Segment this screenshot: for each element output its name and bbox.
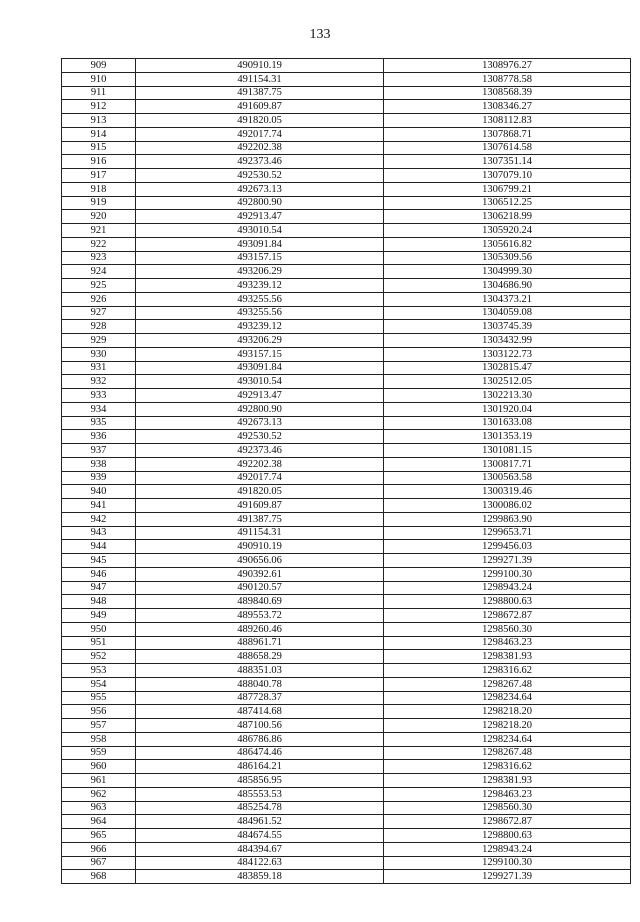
x-coordinate-cell: 484674.55 [136,829,384,843]
point-number-cell: 917 [62,169,136,183]
point-number-cell: 920 [62,210,136,224]
point-number-cell: 936 [62,430,136,444]
table-row [62,155,631,169]
y-coordinate-cell: 1298560.30 [384,622,631,636]
point-number-cell: 933 [62,389,136,403]
table-row [62,169,631,183]
y-coordinate-cell: 1301920.04 [384,402,631,416]
point-number-cell: 960 [62,760,136,774]
table-row [62,86,631,100]
x-coordinate-cell: 485856.95 [136,774,384,788]
point-number-cell: 929 [62,334,136,348]
point-number-cell: 952 [62,650,136,664]
y-coordinate-cell: 1298234.64 [384,732,631,746]
y-coordinate-cell: 1299271.39 [384,870,631,884]
x-coordinate-cell: 492913.47 [136,389,384,403]
table-row [62,677,631,691]
table-row [62,719,631,733]
table-row [62,237,631,251]
y-coordinate-cell: 1302213.30 [384,389,631,403]
point-number-cell: 953 [62,664,136,678]
x-coordinate-cell: 490120.57 [136,581,384,595]
table-row [62,540,631,554]
x-coordinate-cell: 493157.15 [136,347,384,361]
table-row [62,347,631,361]
table-row [62,375,631,389]
point-number-cell: 946 [62,567,136,581]
point-number-cell: 964 [62,815,136,829]
x-coordinate-cell: 488040.78 [136,677,384,691]
point-number-cell: 924 [62,265,136,279]
y-coordinate-cell: 1307079.10 [384,169,631,183]
table-row [62,691,631,705]
y-coordinate-cell: 1305616.82 [384,237,631,251]
x-coordinate-cell: 492800.90 [136,196,384,210]
point-number-cell: 945 [62,554,136,568]
point-number-cell: 912 [62,100,136,114]
y-coordinate-cell: 1298943.24 [384,842,631,856]
x-coordinate-cell: 484122.63 [136,856,384,870]
y-coordinate-cell: 1306799.21 [384,182,631,196]
x-coordinate-cell: 493255.56 [136,292,384,306]
table-row [62,292,631,306]
x-coordinate-cell: 487728.37 [136,691,384,705]
y-coordinate-cell: 1298381.93 [384,774,631,788]
y-coordinate-cell: 1299271.39 [384,554,631,568]
point-number-cell: 943 [62,526,136,540]
table-row [62,870,631,884]
table-row [62,609,631,623]
table-row [62,279,631,293]
point-number-cell: 948 [62,595,136,609]
y-coordinate-cell: 1298560.30 [384,801,631,815]
table-row [62,361,631,375]
x-coordinate-cell: 492202.38 [136,141,384,155]
y-coordinate-cell: 1298381.93 [384,650,631,664]
y-coordinate-cell: 1298234.64 [384,691,631,705]
point-number-cell: 921 [62,224,136,238]
x-coordinate-cell: 488658.29 [136,650,384,664]
table-row [62,787,631,801]
y-coordinate-cell: 1302815.47 [384,361,631,375]
table-row [62,100,631,114]
point-number-cell: 931 [62,361,136,375]
x-coordinate-cell: 491154.31 [136,72,384,86]
y-coordinate-cell: 1307868.71 [384,127,631,141]
x-coordinate-cell: 493206.29 [136,334,384,348]
table-row [62,59,631,73]
table-row [62,829,631,843]
x-coordinate-cell: 485553.53 [136,787,384,801]
table-row [62,815,631,829]
table-row [62,430,631,444]
y-coordinate-cell: 1298672.87 [384,815,631,829]
point-number-cell: 928 [62,320,136,334]
y-coordinate-cell: 1304999.30 [384,265,631,279]
y-coordinate-cell: 1307614.58 [384,141,631,155]
x-coordinate-cell: 493157.15 [136,251,384,265]
x-coordinate-cell: 483859.18 [136,870,384,884]
y-coordinate-cell: 1298463.23 [384,787,631,801]
x-coordinate-cell: 491609.87 [136,499,384,513]
point-number-cell: 910 [62,72,136,86]
x-coordinate-cell: 491387.75 [136,512,384,526]
table-row [62,801,631,815]
point-number-cell: 918 [62,182,136,196]
table-row [62,334,631,348]
point-number-cell: 937 [62,444,136,458]
table-row [62,664,631,678]
x-coordinate-cell: 493255.56 [136,306,384,320]
table-row [62,389,631,403]
y-coordinate-cell: 1301633.08 [384,416,631,430]
point-number-cell: 959 [62,746,136,760]
y-coordinate-cell: 1308568.39 [384,86,631,100]
table-row [62,251,631,265]
point-number-cell: 963 [62,801,136,815]
point-number-cell: 944 [62,540,136,554]
point-number-cell: 962 [62,787,136,801]
x-coordinate-cell: 487414.68 [136,705,384,719]
table-row [62,306,631,320]
y-coordinate-cell: 1301353.19 [384,430,631,444]
y-coordinate-cell: 1299100.30 [384,856,631,870]
table-row [62,210,631,224]
table-row [62,760,631,774]
y-coordinate-cell: 1298267.48 [384,677,631,691]
table-row [62,196,631,210]
point-number-cell: 919 [62,196,136,210]
y-coordinate-cell: 1298672.87 [384,609,631,623]
x-coordinate-cell: 491387.75 [136,86,384,100]
y-coordinate-cell: 1304373.21 [384,292,631,306]
y-coordinate-cell: 1304686.90 [384,279,631,293]
x-coordinate-cell: 491154.31 [136,526,384,540]
point-number-cell: 955 [62,691,136,705]
x-coordinate-cell: 492673.13 [136,416,384,430]
x-coordinate-cell: 489840.69 [136,595,384,609]
point-number-cell: 926 [62,292,136,306]
y-coordinate-cell: 1300319.46 [384,485,631,499]
y-coordinate-cell: 1298267.48 [384,746,631,760]
point-number-cell: 957 [62,719,136,733]
x-coordinate-cell: 493239.12 [136,320,384,334]
point-number-cell: 968 [62,870,136,884]
y-coordinate-cell: 1308976.27 [384,59,631,73]
table-row [62,444,631,458]
table-row [62,732,631,746]
table-row [62,526,631,540]
table-row [62,114,631,128]
y-coordinate-cell: 1298218.20 [384,719,631,733]
point-number-cell: 956 [62,705,136,719]
x-coordinate-cell: 486786.86 [136,732,384,746]
table-row [62,842,631,856]
y-coordinate-cell: 1300817.71 [384,457,631,471]
y-coordinate-cell: 1308346.27 [384,100,631,114]
page-number: 133 [309,27,331,42]
point-number-cell: 927 [62,306,136,320]
x-coordinate-cell: 488961.71 [136,636,384,650]
x-coordinate-cell: 486474.46 [136,746,384,760]
x-coordinate-cell: 487100.56 [136,719,384,733]
y-coordinate-cell: 1298463.23 [384,636,631,650]
y-coordinate-cell: 1301081.15 [384,444,631,458]
point-number-cell: 949 [62,609,136,623]
x-coordinate-cell: 492202.38 [136,457,384,471]
y-coordinate-cell: 1298316.62 [384,664,631,678]
x-coordinate-cell: 491609.87 [136,100,384,114]
x-coordinate-cell: 490656.06 [136,554,384,568]
point-number-cell: 967 [62,856,136,870]
y-coordinate-cell: 1303745.39 [384,320,631,334]
point-number-cell: 947 [62,581,136,595]
point-number-cell: 954 [62,677,136,691]
point-number-cell: 942 [62,512,136,526]
table-row [62,595,631,609]
x-coordinate-cell: 493010.54 [136,224,384,238]
y-coordinate-cell: 1298316.62 [384,760,631,774]
x-coordinate-cell: 484961.52 [136,815,384,829]
x-coordinate-cell: 493091.84 [136,361,384,375]
table-row [62,746,631,760]
y-coordinate-cell: 1305920.24 [384,224,631,238]
y-coordinate-cell: 1304059.08 [384,306,631,320]
table-row [62,636,631,650]
x-coordinate-cell: 486164.21 [136,760,384,774]
y-coordinate-cell: 1298943.24 [384,581,631,595]
table-row [62,182,631,196]
y-coordinate-cell: 1299863.90 [384,512,631,526]
x-coordinate-cell: 492673.13 [136,182,384,196]
point-number-cell: 923 [62,251,136,265]
y-coordinate-cell: 1308778.58 [384,72,631,86]
table-row [62,499,631,513]
x-coordinate-cell: 490910.19 [136,540,384,554]
x-coordinate-cell: 492373.46 [136,444,384,458]
y-coordinate-cell: 1300563.58 [384,471,631,485]
y-coordinate-cell: 1299456.03 [384,540,631,554]
point-number-cell: 965 [62,829,136,843]
table-row [62,416,631,430]
y-coordinate-cell: 1300086.02 [384,499,631,513]
point-number-cell: 914 [62,127,136,141]
x-coordinate-cell: 492017.74 [136,471,384,485]
point-number-cell: 922 [62,237,136,251]
point-number-cell: 941 [62,499,136,513]
y-coordinate-cell: 1303122.73 [384,347,631,361]
x-coordinate-cell: 491820.05 [136,485,384,499]
table-row [62,457,631,471]
x-coordinate-cell: 490910.19 [136,59,384,73]
x-coordinate-cell: 488351.03 [136,664,384,678]
y-coordinate-cell: 1302512.05 [384,375,631,389]
point-number-cell: 951 [62,636,136,650]
table-row [62,581,631,595]
x-coordinate-cell: 492530.52 [136,430,384,444]
x-coordinate-cell: 493206.29 [136,265,384,279]
x-coordinate-cell: 489553.72 [136,609,384,623]
point-number-cell: 938 [62,457,136,471]
point-number-cell: 940 [62,485,136,499]
x-coordinate-cell: 491820.05 [136,114,384,128]
point-number-cell: 934 [62,402,136,416]
x-coordinate-cell: 493010.54 [136,375,384,389]
coordinates-table [61,58,631,884]
y-coordinate-cell: 1306512.25 [384,196,631,210]
x-coordinate-cell: 493239.12 [136,279,384,293]
point-number-cell: 935 [62,416,136,430]
x-coordinate-cell: 492530.52 [136,169,384,183]
table-row [62,402,631,416]
point-number-cell: 925 [62,279,136,293]
table-row [62,224,631,238]
y-coordinate-cell: 1299100.30 [384,567,631,581]
x-coordinate-cell: 489260.46 [136,622,384,636]
point-number-cell: 932 [62,375,136,389]
point-number-cell: 966 [62,842,136,856]
y-coordinate-cell: 1298800.63 [384,595,631,609]
x-coordinate-cell: 490392.61 [136,567,384,581]
x-coordinate-cell: 484394.67 [136,842,384,856]
x-coordinate-cell: 492373.46 [136,155,384,169]
y-coordinate-cell: 1298218.20 [384,705,631,719]
table-row [62,554,631,568]
y-coordinate-cell: 1308112.83 [384,114,631,128]
x-coordinate-cell: 492800.90 [136,402,384,416]
x-coordinate-cell: 493091.84 [136,237,384,251]
table-row [62,471,631,485]
table-row [62,141,631,155]
y-coordinate-cell: 1303432.99 [384,334,631,348]
table-row [62,774,631,788]
table-row [62,567,631,581]
y-coordinate-cell: 1306218.99 [384,210,631,224]
point-number-cell: 913 [62,114,136,128]
coordinates-table-body [62,59,631,884]
point-number-cell: 911 [62,86,136,100]
point-number-cell: 950 [62,622,136,636]
table-row [62,856,631,870]
table-row [62,485,631,499]
point-number-cell: 930 [62,347,136,361]
table-row [62,320,631,334]
table-row [62,650,631,664]
point-number-cell: 916 [62,155,136,169]
x-coordinate-cell: 492913.47 [136,210,384,224]
x-coordinate-cell: 492017.74 [136,127,384,141]
point-number-cell: 915 [62,141,136,155]
y-coordinate-cell: 1298800.63 [384,829,631,843]
point-number-cell: 958 [62,732,136,746]
table-row [62,127,631,141]
point-number-cell: 939 [62,471,136,485]
point-number-cell: 909 [62,59,136,73]
point-number-cell: 961 [62,774,136,788]
table-row [62,265,631,279]
y-coordinate-cell: 1307351.14 [384,155,631,169]
table-row [62,72,631,86]
y-coordinate-cell: 1305309.56 [384,251,631,265]
table-row [62,622,631,636]
table-row [62,705,631,719]
x-coordinate-cell: 485254.78 [136,801,384,815]
table-row [62,512,631,526]
y-coordinate-cell: 1299653.71 [384,526,631,540]
